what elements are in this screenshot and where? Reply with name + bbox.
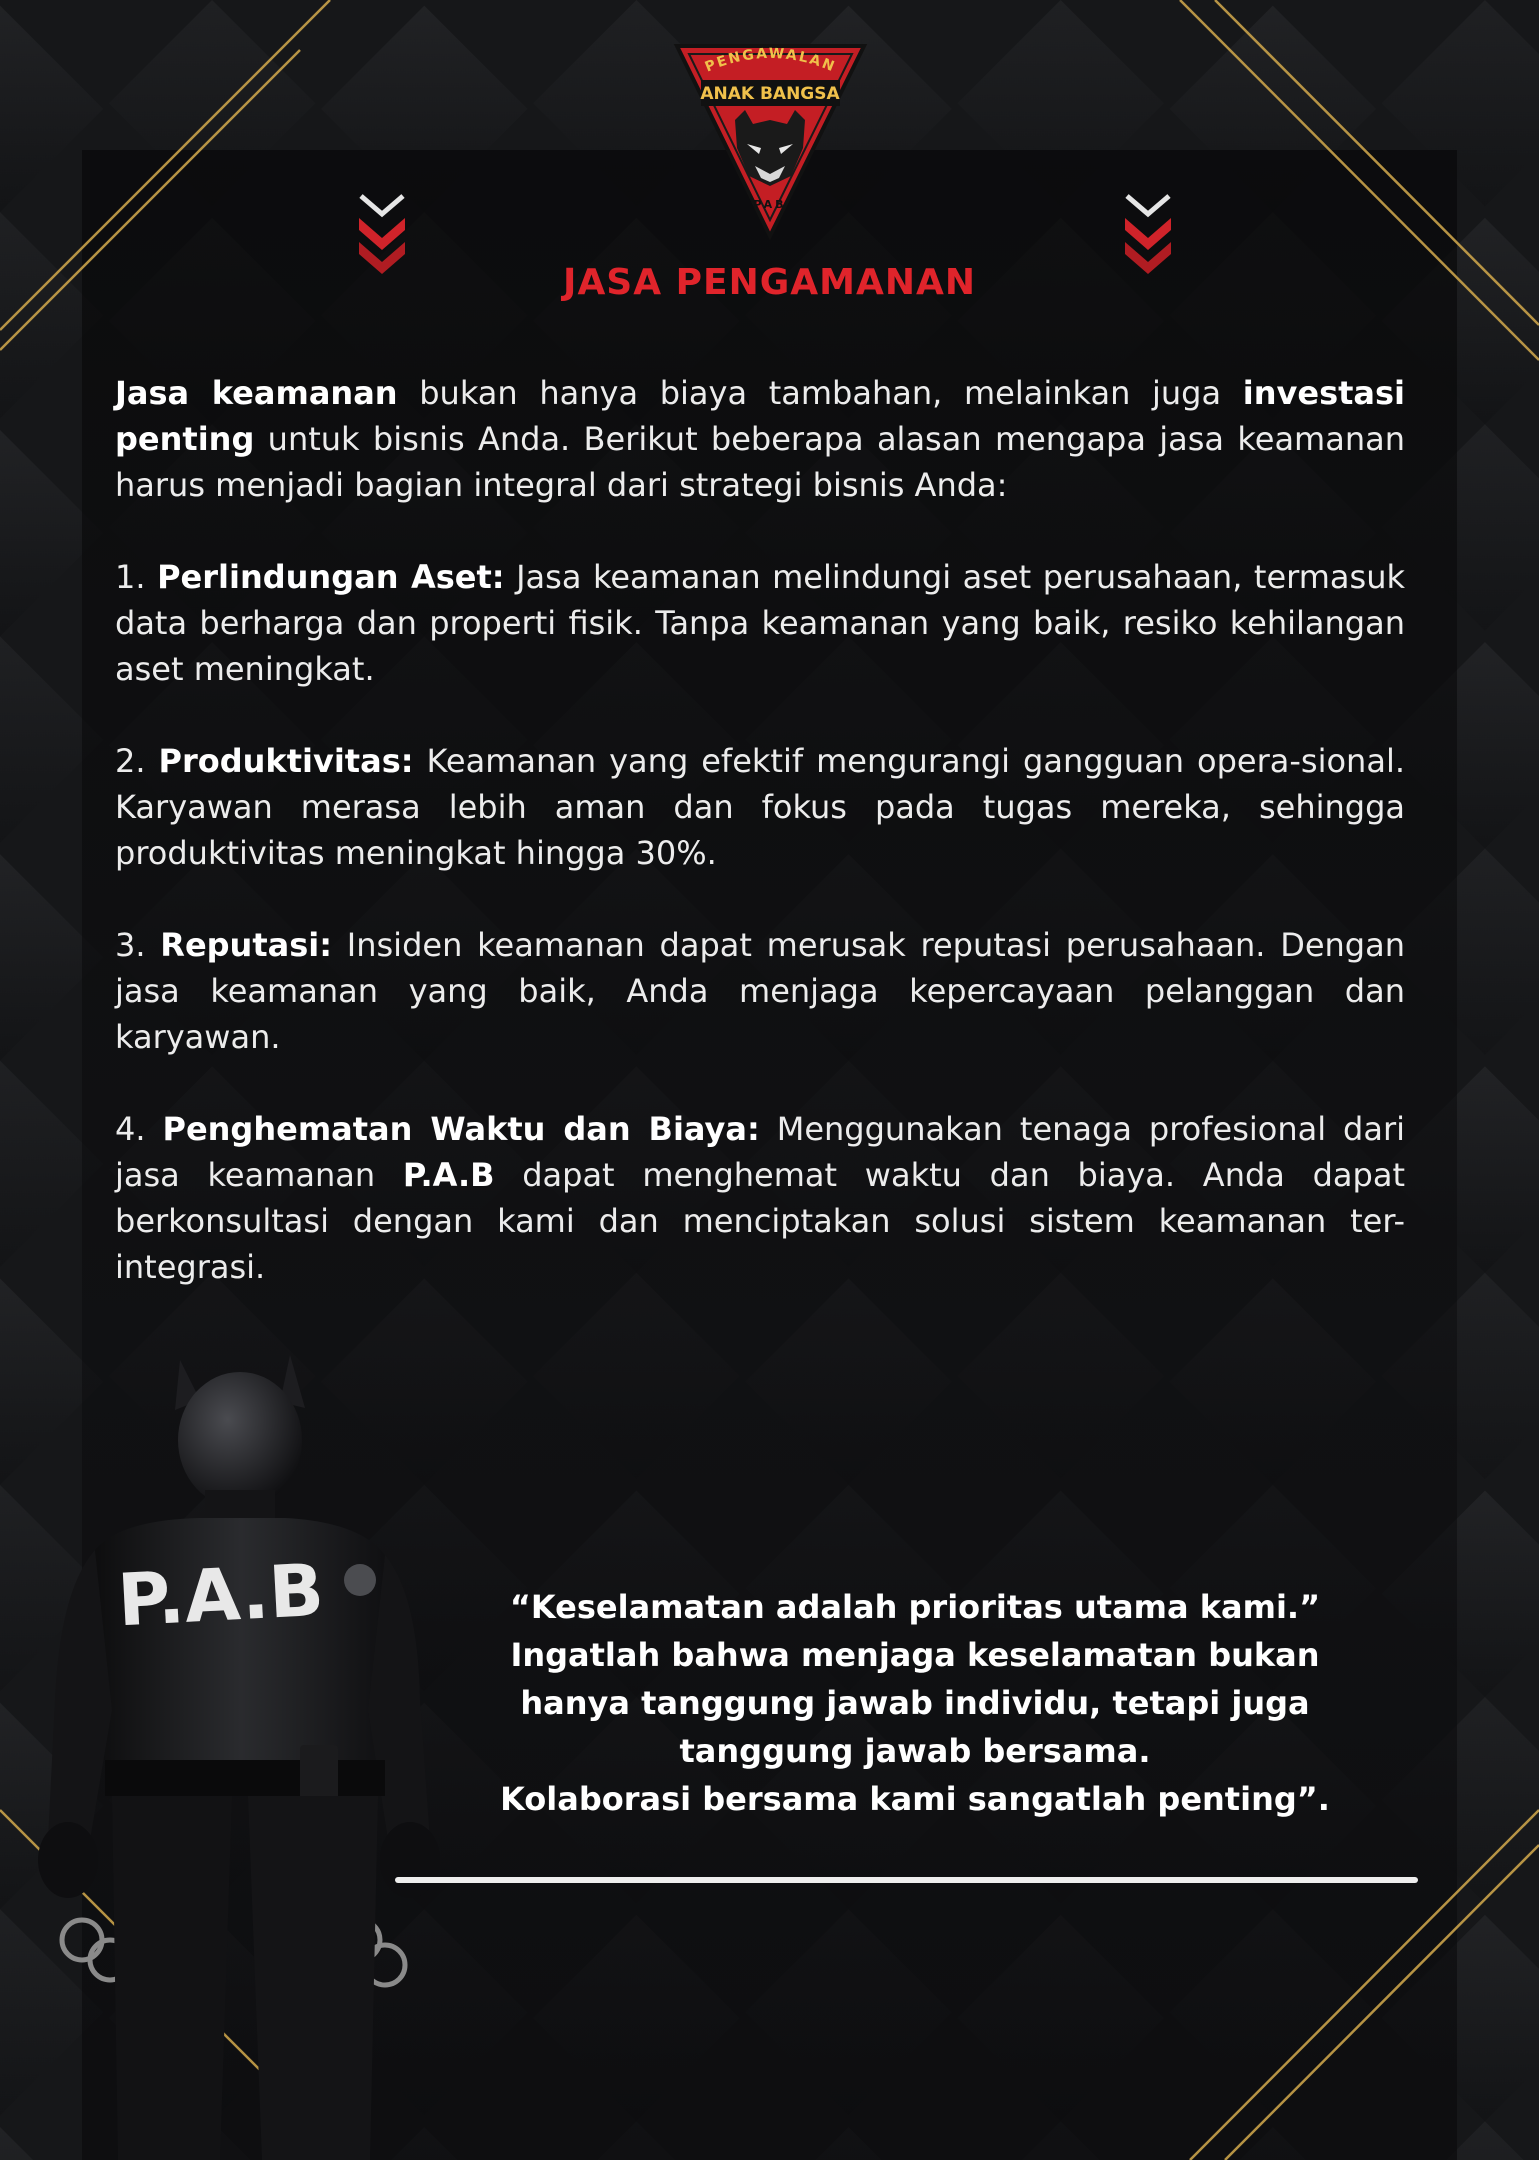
- point-3: 3. Reputasi: Insiden keamanan dapat merusak reputasi perusahaan. Dengan jasa keamanan yang baik, Anda menjaga kepercayaan pelanggan dan karyawan.: [115, 926, 1406, 1056]
- divider: [395, 1877, 1418, 1883]
- point-2: 2. Produktivitas: Keamanan yang efektif mengurangi gangguan opera-sional. Karyawan merasa lebih aman dan fokus pada tugas mereka, sehingga produktivitas meningkat hingga 30%.: [115, 742, 1406, 872]
- quote-block: [455, 1583, 1375, 1823]
- svg-text:PENGAWALAN: PENGAWALAN: [702, 45, 839, 76]
- svg-text:P.A.B: P.A.B: [115, 1547, 326, 1643]
- quote-line: Kolaborasi bersama kami sangatlah penting”.: [500, 1780, 1330, 1818]
- point-4: 4. Penghematan Waktu dan Biaya: Menggunakan tenaga profesional dari jasa keamanan P.A.B dapat menghemat waktu dan biaya. Anda dapat berkonsultasi dengan kami dan menciptakan solusi sistem keamanan ter-integrasi.: [115, 1110, 1406, 1286]
- quote-line: hanya tanggung jawab individu, tetapi juga: [520, 1684, 1310, 1722]
- svg-text:ANAK BANGSA: ANAK BANGSA: [700, 84, 840, 104]
- quote-line: Ingatlah bahwa menjaga keselamatan bukan: [510, 1636, 1320, 1674]
- page-title: JASA PENGAMANAN: [563, 262, 976, 303]
- body-text: [115, 370, 1405, 1336]
- point-1: 1. Perlindungan Aset: Jasa keamanan melindungi aset perusahaan, termasuk data berharga dan properti fisik. Tanpa keamanan yang baik, resiko kehilangan aset meningkat.: [115, 558, 1406, 688]
- pab-logo: [673, 36, 868, 241]
- intro-paragraph: Jasa keamanan bukan hanya biaya tambahan, melainkan juga investasi penting untuk bisnis Anda. Berikut beberapa alasan mengapa jasa keamanan harus menjadi bagian integral dari strategi bisnis Anda:: [115, 374, 1406, 504]
- security-guard-illustration: [0, 1340, 440, 2160]
- svg-text:PAB: PAB: [753, 198, 787, 211]
- quote-line: tanggung jawab bersama.: [679, 1732, 1151, 1770]
- quote-line: “Keselamatan adalah prioritas utama kami.”: [509, 1588, 1321, 1626]
